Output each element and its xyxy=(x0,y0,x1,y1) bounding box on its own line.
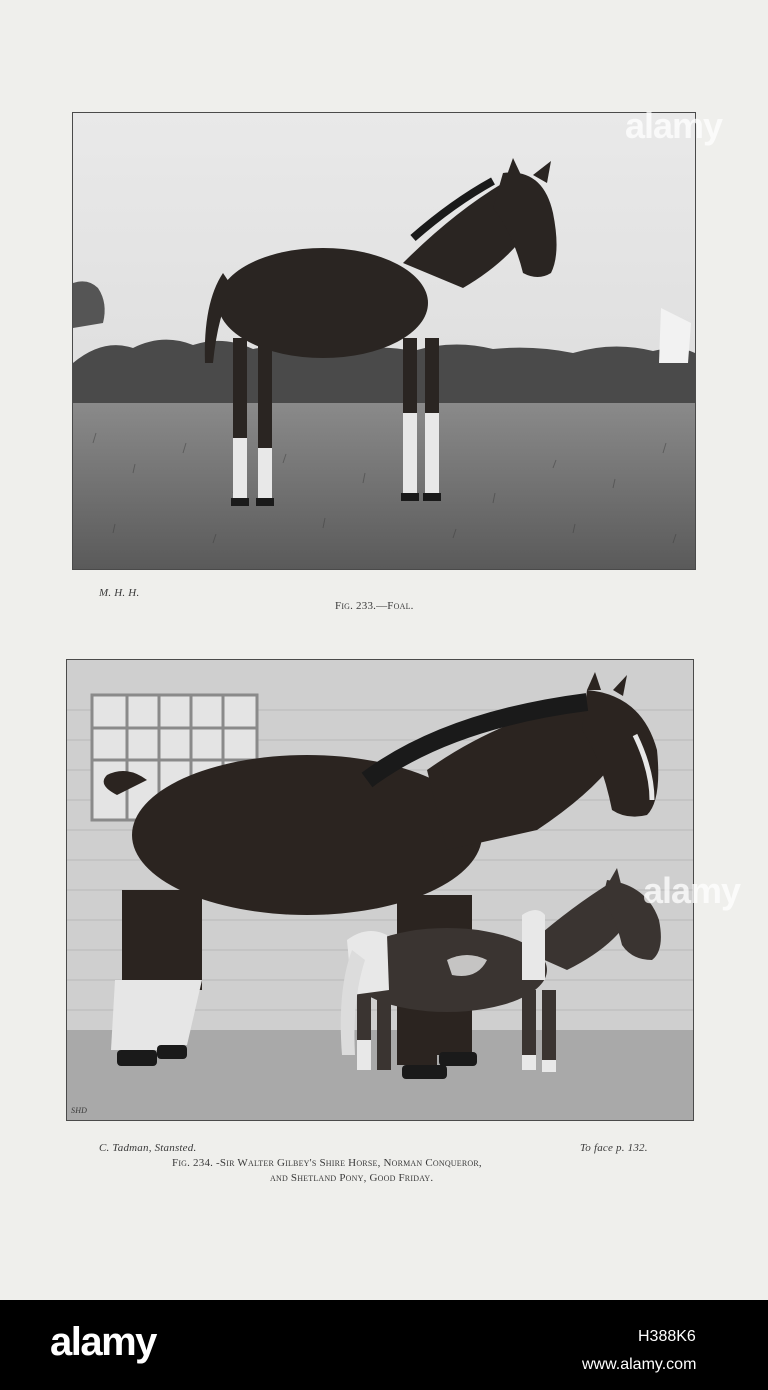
page-reference: To face p. 132. xyxy=(580,1142,648,1154)
alamy-logo: alamy xyxy=(50,1320,156,1364)
shire-pony-illustration xyxy=(67,660,693,1120)
image-id: H388K6 xyxy=(638,1328,696,1345)
figure2-caption-line1: Fig. 234. -Sir Walter Gilbey's Shire Horse, Norman Conqueror, xyxy=(172,1157,482,1169)
photographer-signature: SHD xyxy=(71,1106,88,1115)
watermark-2: alamy xyxy=(643,870,741,911)
figure1-caption: Fig. 233.—Foal. xyxy=(335,600,414,612)
figure2-caption-line2: and Shetland Pony, Good Friday. xyxy=(270,1172,434,1184)
shire-horse-photo xyxy=(66,659,741,1121)
foal-illustration xyxy=(73,113,695,569)
figure1-credit: M. H. H. xyxy=(99,587,140,599)
foal-photo xyxy=(72,105,723,570)
watermark: alamy xyxy=(625,105,723,146)
figure2-credit: C. Tadman, Stansted. xyxy=(99,1142,197,1154)
footer-url[interactable]: www.alamy.com xyxy=(582,1356,697,1373)
stock-footer-bar xyxy=(0,1300,768,1390)
